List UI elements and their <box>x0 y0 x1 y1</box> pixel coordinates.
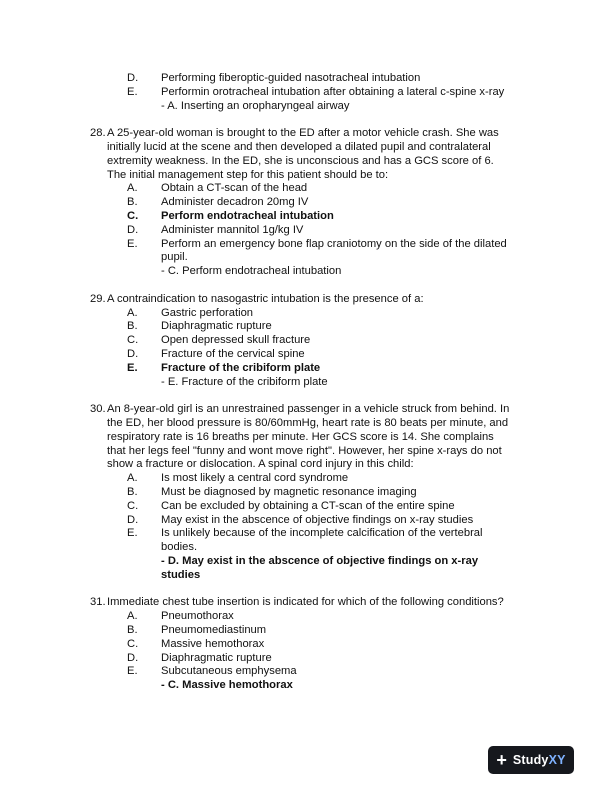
answer-line: - A. Inserting an oropharyngeal airway <box>161 99 350 112</box>
option-text: Gastric perforation <box>161 306 254 319</box>
option-letter: E. <box>127 527 138 540</box>
question-stem-line: The initial management step for this patient should be to: <box>107 168 389 181</box>
option-letter: B. <box>127 486 138 498</box>
option-text: Perform an emergency bone flap craniotomy on the side of the dilated <box>161 237 507 250</box>
question-stem-line: A 25-year-old woman is brought to the ED after a motor vehicle crash. She was <box>107 127 499 140</box>
option-text: Massive hemothorax <box>161 637 265 650</box>
option-text: Obtain a CT-scan of the head <box>161 182 308 195</box>
option-text: Diaphragmatic rupture <box>161 651 272 664</box>
option-text: pupil. <box>161 251 188 264</box>
plus-icon: + <box>496 750 507 770</box>
answer-line: - D. May exist in the abscence of objective findings on x-ray <box>161 555 479 567</box>
option-letter: C. <box>127 499 139 512</box>
option-text: Performin orotracheal intubation after obtaining a lateral c-spine x-ray <box>161 85 505 98</box>
option-text: Pneumothorax <box>161 610 234 623</box>
option-text: Fracture of the cribiform plate <box>161 361 321 374</box>
option-letter: A. <box>127 306 138 319</box>
option-letter: D. <box>127 72 139 84</box>
question-stem-line: An 8-year-old girl is an unrestrained passenger in a vehicle struck from behind. In <box>107 403 510 416</box>
option-text: Is most likely a central cord syndrome <box>161 472 349 485</box>
option-letter: A. <box>127 610 138 623</box>
option-text: bodies. <box>161 541 198 554</box>
option-text: Open depressed skull fracture <box>161 334 311 347</box>
option-letter: C. <box>127 210 139 222</box>
brand-study: Study <box>512 753 549 767</box>
option-letter: C. <box>127 334 139 347</box>
option-text: Perform endotracheal intubation <box>161 210 334 222</box>
option-text: Administer decadron 20mg IV <box>161 196 309 209</box>
option-letter: D. <box>127 223 139 236</box>
option-letter: E. <box>127 361 138 374</box>
question-stem-line: A contraindication to nasogastric intubation is the presence of a: <box>107 292 424 305</box>
option-letter: D. <box>127 513 139 526</box>
option-text: May exist in the abscence of objective findings on x-ray studies <box>161 513 474 526</box>
option-text: Administer mannitol 1g/kg IV <box>161 223 304 236</box>
answer-line: - E. Fracture of the cribiform plate <box>161 375 328 388</box>
option-letter: E. <box>127 85 138 98</box>
question-stem-line: show a fracture or dislocation. A spinal cord injury in this child: <box>107 458 414 471</box>
answer-line: studies <box>161 568 201 581</box>
answer-line: - C. Perform endotracheal intubation <box>161 265 342 278</box>
option-letter: C. <box>127 637 139 650</box>
option-text: Is unlikely because of the incomplete calcification of the vertebral <box>161 527 483 540</box>
question-number: 28. <box>90 127 106 140</box>
question-stem-line: Immediate chest tube insertion is indicated for which of the following conditions? <box>107 596 504 609</box>
question-number: 30. <box>90 403 106 416</box>
option-text: Subcutaneous emphysema <box>161 665 297 678</box>
question-stem-line: initially lucid at the scene and then developed a dilated pupil and contralateral <box>107 141 491 153</box>
question-stem-line: that her legs feel "funny and wont move right". However, her spine x-rays do not <box>107 444 502 457</box>
brand-name <box>513 753 566 767</box>
question-stem-line: the ED, her blood pressure is 80/60mmHg, heart rate is 80 beats per minute, and <box>107 417 509 429</box>
option-letter: B. <box>127 196 138 209</box>
option-letter: D. <box>127 651 139 664</box>
option-text: Performing fiberoptic-guided nasotracheal intubation <box>161 72 421 84</box>
option-letter: D. <box>127 348 139 360</box>
question-stem-line: extremity weakness. In the ED, she is unconscious and has a GCS score of 6. <box>107 154 494 167</box>
question-number: 29. <box>90 292 106 305</box>
question-number: 31. <box>90 596 106 609</box>
option-text: Must be diagnosed by magnetic resonance imaging <box>161 486 417 498</box>
option-text: Can be excluded by obtaining a CT-scan of the entire spine <box>161 499 455 512</box>
question-stem-line: respiratory rate is 16 breaths per minute. Her GCS score is 14. She complains <box>107 430 494 443</box>
option-text: Pneumomediastinum <box>161 624 267 636</box>
answer-line: - C. Massive hemothorax <box>161 679 293 692</box>
option-letter: E. <box>127 237 138 250</box>
option-text: Fracture of the cervical spine <box>161 348 305 360</box>
option-text: Diaphragmatic rupture <box>161 320 272 333</box>
brand-xy: XY <box>548 753 566 767</box>
option-letter: A. <box>127 472 138 485</box>
option-letter: B. <box>127 320 138 333</box>
option-letter: E. <box>127 665 138 678</box>
option-letter: B. <box>127 624 138 636</box>
option-letter: A. <box>127 182 138 195</box>
studyxy-badge[interactable] <box>488 746 574 774</box>
